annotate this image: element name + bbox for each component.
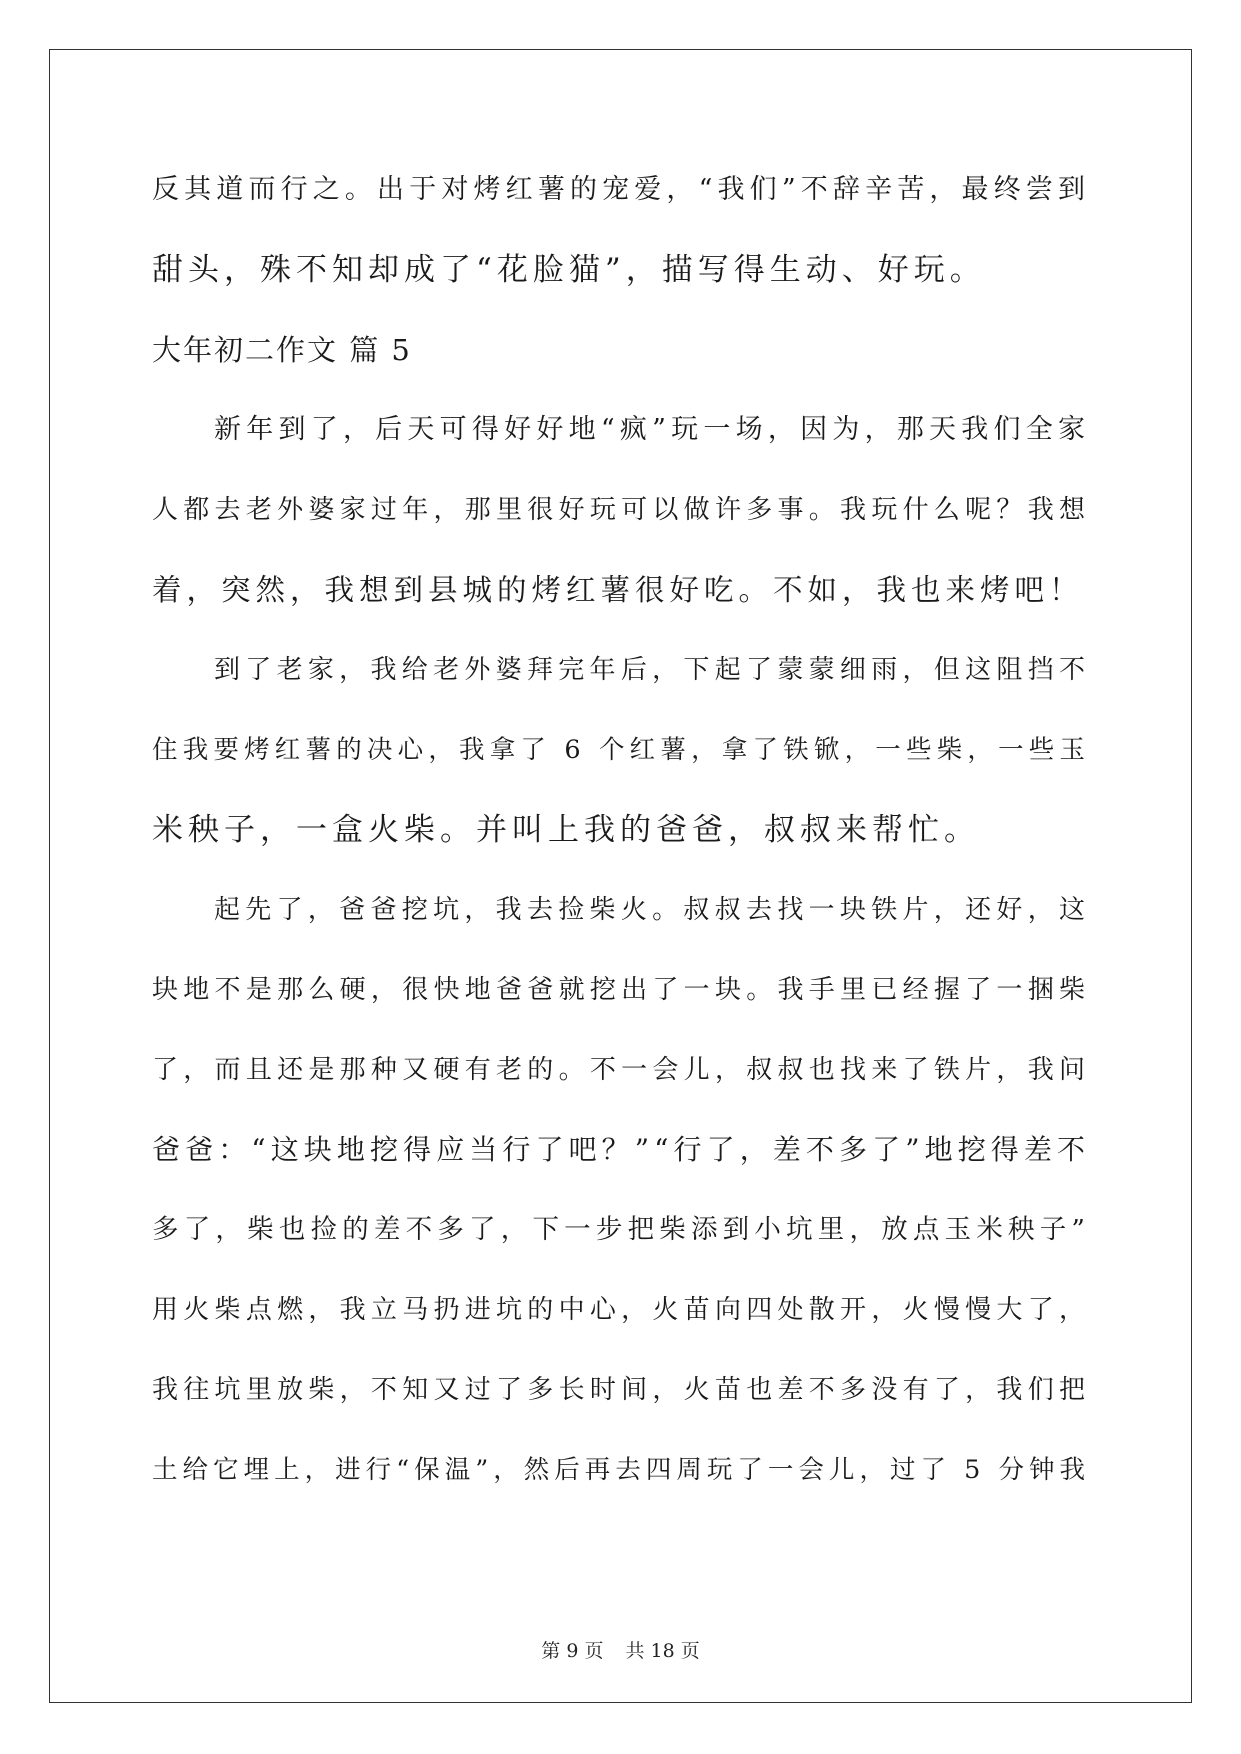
page-footer (0, 1636, 1241, 1663)
text-line: 米秧子，一盒火柴。并叫上我的爸爸，叔叔来帮忙。 (152, 812, 980, 848)
text-line: 多了，柴也捡的差不多了，下一步把柴添到小坑里，放点玉米秧子” (152, 1214, 1090, 1245)
text-line: 甜头，殊不知却成了“花脸猫”，描写得生动、好玩。 (152, 252, 986, 288)
text-line: 新年到了，后天可得好好地“疯”玩一场，因为，那天我们全家 (214, 414, 1090, 445)
text-line: 反其道而行之。出于对烤红薯的宠爱，“我们”不辞辛苦，最终尝到 (152, 174, 1090, 205)
text-line: 爸爸：“这块地挖得应当行了吧？”“行了，差不多了”地挖得差不 (152, 1133, 1090, 1166)
text-line: 起先了，爸爸挖坑，我去捡柴火。叔叔去找一块铁片，还好，这 (214, 895, 1090, 925)
text-line: 我往坑里放柴，不知又过了多长时间，火苗也差不多没有了，我们把 (152, 1375, 1090, 1405)
page-total: 共 18 页 (625, 1640, 700, 1662)
text-line: 了，而且还是那种又硬有老的。不一会儿，叔叔也找来了铁片，我问 (152, 1055, 1090, 1085)
text-line: 用火柴点燃，我立马扔进坑的中心，火苗向四处散开，火慢慢大了， (152, 1295, 1090, 1325)
text-line: 到了老家，我给老外婆拜完年后，下起了蒙蒙细雨，但这阻挡不 (214, 655, 1090, 685)
text-line: 住我要烤红薯的决心，我拿了 6 个红薯，拿了铁锨，一些柴，一些玉 (152, 735, 1090, 765)
page-number: 第 9 页 (541, 1640, 604, 1662)
text-line: 块地不是那么硬，很快地爸爸就挖出了一块。我手里已经握了一捆柴 (152, 975, 1090, 1005)
text-line: 着，突然，我想到县城的烤红薯很好吃。不如，我也来烤吧！ (152, 573, 1084, 607)
section-heading: 大年初二作文 篇 5 (152, 333, 412, 367)
text-line: 土给它埋上，进行“保温”，然后再去四周玩了一会儿，过了 5 分钟我 (152, 1455, 1090, 1485)
document-body (152, 150, 1090, 1510)
text-line: 人都去老外婆家过年，那里很好玩可以做许多事。我玩什么呢？我想 (152, 495, 1090, 525)
